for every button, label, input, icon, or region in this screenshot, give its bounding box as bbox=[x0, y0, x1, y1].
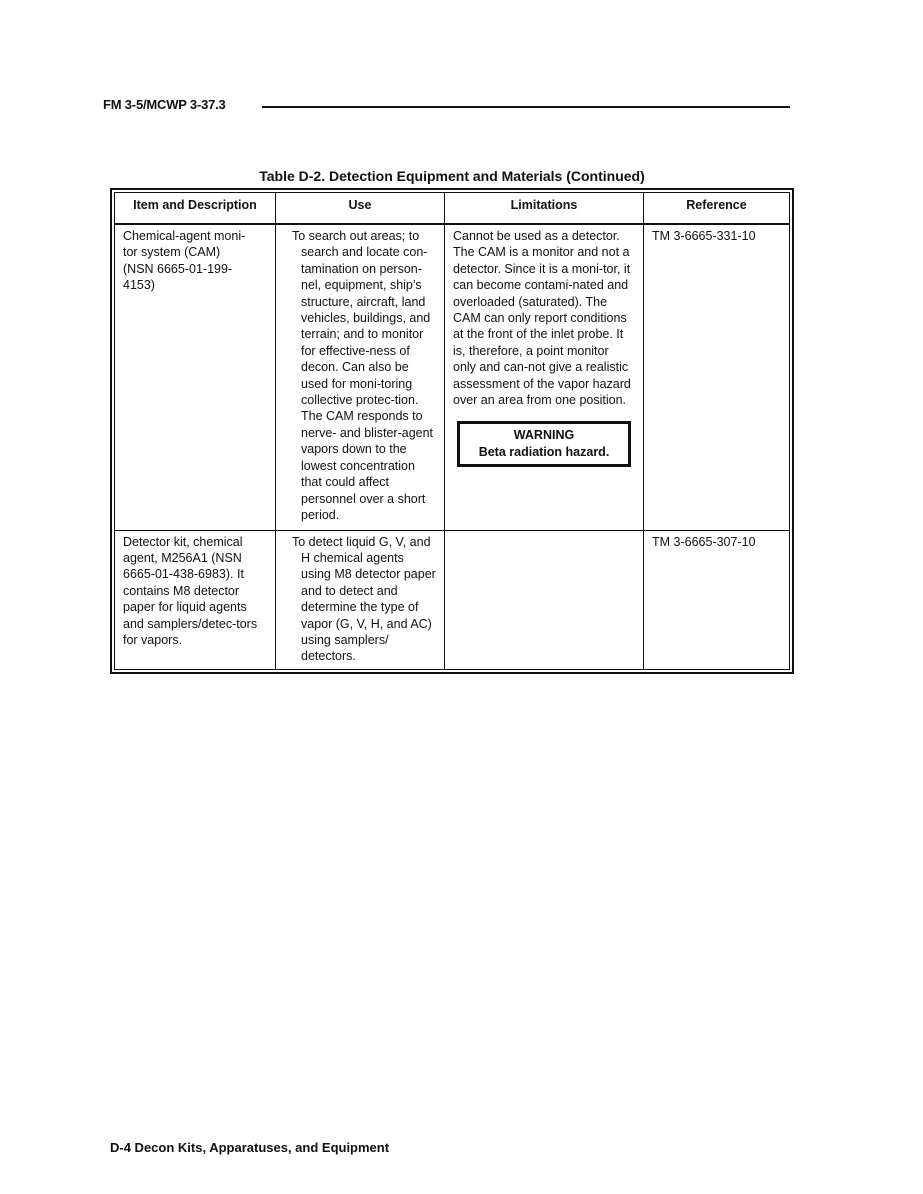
column-header-item: Item and Description bbox=[115, 193, 276, 225]
limitations-text: Cannot be used as a detector. The CAM is a monitor and not a detector. Since it is a moni-tor, it can become contami-nated and overloaded (saturated). The CAM can only report conditions at the front of the inlet probe. It is, therefore, a point monitor only and can-not give a realistic assessment of the vapor hazard over an area from one position. bbox=[453, 229, 631, 408]
warning-text: Beta radiation hazard. bbox=[478, 445, 610, 460]
reference-text: TM 3-6665-331-10 bbox=[652, 229, 756, 243]
cell-use bbox=[276, 224, 445, 530]
cell-item bbox=[115, 530, 276, 670]
column-header-use: Use bbox=[276, 193, 445, 225]
warning-box bbox=[457, 421, 631, 467]
cell-use bbox=[276, 530, 445, 670]
document-id: FM 3-5/MCWP 3-37.3 bbox=[103, 97, 226, 112]
warning-title: WARNING bbox=[513, 428, 575, 443]
column-header-reference: Reference bbox=[644, 193, 790, 225]
use-text: To detect liquid G, V, and H chemical agents using M8 detector paper and to detect and determine the type of vapor (G, V, H, and AC) using samplers/ detectors. bbox=[292, 534, 436, 664]
cell-reference bbox=[644, 224, 790, 530]
table-frame bbox=[110, 188, 794, 674]
table-title: Table D-2. Detection Equipment and Materials (Continued) bbox=[259, 168, 645, 184]
page-footer: D-4 Decon Kits, Apparatuses, and Equipment bbox=[110, 1140, 390, 1155]
table-header-row bbox=[115, 193, 790, 225]
item-description: Detector kit, chemical agent, M256A1 (NSN 6665-01-438-6983). It contains M8 detector paper for liquid agents and samplers/detec-tors for vapors. bbox=[123, 534, 258, 647]
cell-item bbox=[115, 224, 276, 530]
cell-limitations bbox=[445, 224, 644, 530]
table-row bbox=[115, 224, 790, 530]
item-description: Chemical-agent moni- tor system (CAM) (NSN 6665-01-199- 4153) bbox=[123, 229, 246, 293]
column-header-limitations: Limitations bbox=[445, 193, 644, 225]
detection-equipment-table bbox=[114, 192, 790, 670]
header-rule bbox=[262, 106, 790, 108]
table-row bbox=[115, 530, 790, 670]
use-text: To search out areas; to search and locate con-tamination on person-nel, equipment, ship’s structure, aircraft, land vehicles, buildings, and terrain; and to monitor for effective-ness of decon. Can also be used for moni-toring collective protec-tion. The CAM responds to nerve- and blister-agent vapors down to the lowest concentration that could affect personnel over a short period. bbox=[292, 229, 434, 522]
cell-limitations bbox=[445, 530, 644, 670]
reference-text: TM 3-6665-307-10 bbox=[652, 534, 756, 549]
cell-reference bbox=[644, 530, 790, 670]
